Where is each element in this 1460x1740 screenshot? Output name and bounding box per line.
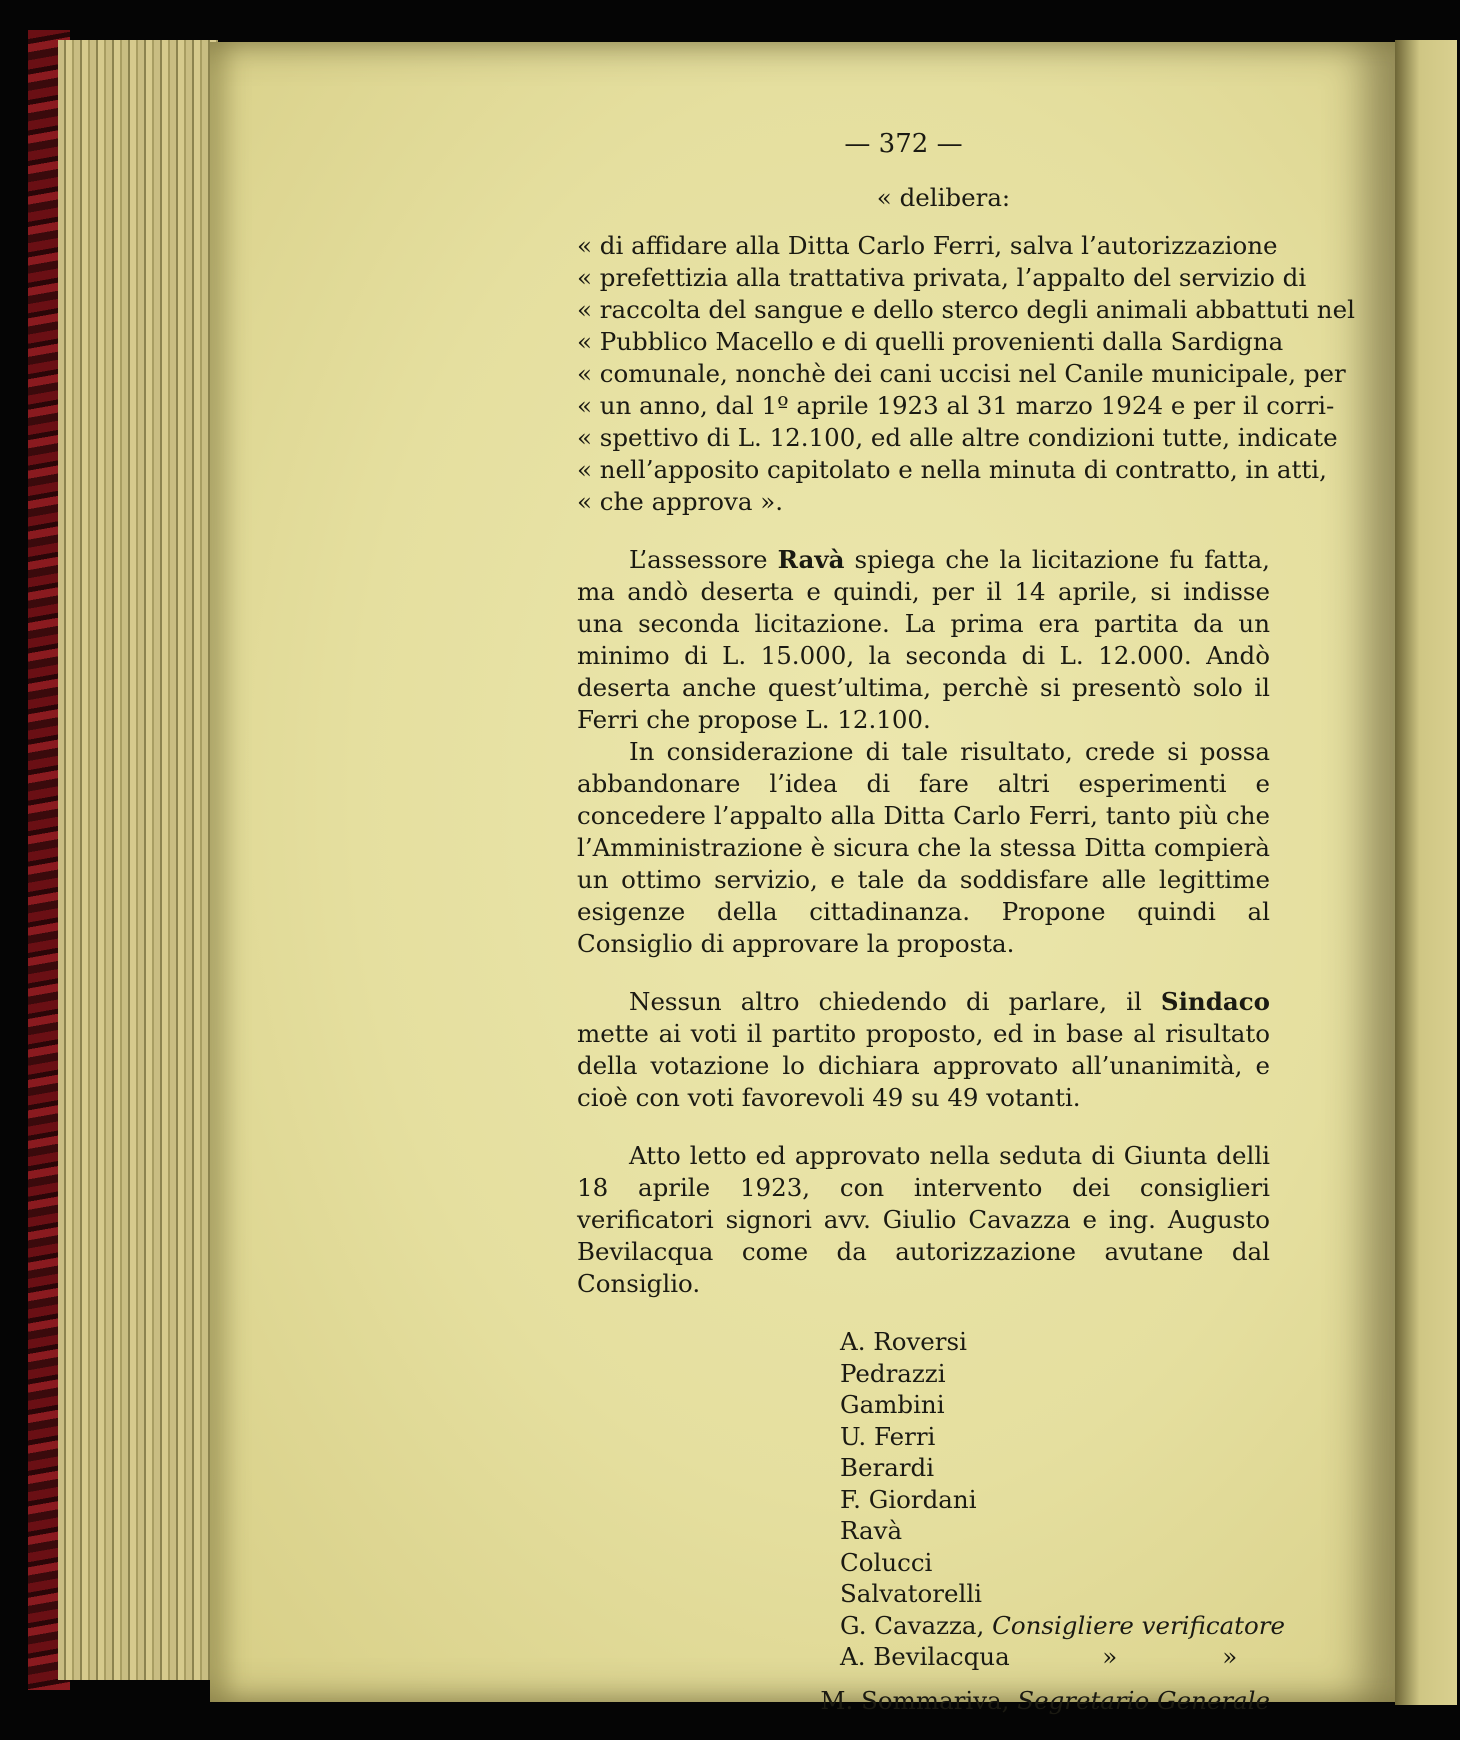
mayor-label: Sindaco (1160, 987, 1270, 1016)
signature: U. Ferri (840, 1421, 936, 1451)
signature-list (840, 1326, 1285, 1673)
signature: F. Giordani (840, 1484, 977, 1514)
paragraph-consideration: In considerazione di tale risultato, crede si possa abbandonare l’idea di fare altri esperimenti e concedere l’appalto alla Ditta Carlo Ferri, tanto più che l’Amministrazione è sicura che la stessa Ditta compierà un ottimo servizio, e tale da soddisfare alle legittime esigenze della cittadinanza. Propone quindi al Consiglio di approvare la proposta. (577, 737, 1270, 958)
signature: Colucci (840, 1547, 933, 1577)
resolution-line: « prefettizia alla trattativa privata, l’appalto del servizio di (577, 263, 1307, 292)
resolution-line: « spettivo di L. 12.100, ed alle altre condizioni tutte, indicate (577, 423, 1338, 452)
verifier-role: Consigliere verificatore (992, 1610, 1285, 1640)
signature: Salvatorelli (840, 1579, 982, 1608)
verifier-signature: G. Cavazza, Consigliere verificatore (840, 1610, 1285, 1640)
secretary-signature: M. Sommariva, Segretario Generale (820, 1685, 1270, 1715)
facing-page-edge (1395, 40, 1457, 1705)
resolution-line: « comunale, nonchè dei cani uccisi nel Canile municipale, per (577, 359, 1346, 388)
signature: Ravà (840, 1516, 903, 1545)
resolution-line: « di affidare alla Ditta Carlo Ferri, salva l’autorizzazione (577, 231, 1278, 260)
signature: Pedrazzi (840, 1358, 946, 1388)
resolution-heading: « delibera: (876, 183, 1011, 212)
resolution-line: « che approva ». (577, 487, 784, 516)
signature: A. Roversi (840, 1327, 967, 1356)
ditto-mark: » (1102, 1642, 1118, 1671)
resolution-line: « Pubblico Macello e di quelli provenienti dalla Sardigna (577, 327, 1284, 356)
paragraph-vote: Nessun altro chiedendo di parlare, il Sindaco mette ai voti il partito proposto, ed in base al risultato della votazione lo dichiara approvato all’unanimità, e cioè con voti favorevoli 49 su 49 votanti. (577, 987, 1270, 1112)
resolution-text (577, 230, 1355, 518)
paragraph-rava: L’assessore Ravà spiega che la licitazione fu fatta, ma andò deserta e quindi, per il 14 aprile, si indisse una seconda licitazione. La prima era partita da un minimo di L. 15.000, la seconda di L. 12.000. Andò deserta anche quest’ultima, perchè si presentò solo il Ferri che propose L. 12.100. (577, 545, 1270, 734)
page-text (577, 128, 1355, 1717)
signature: Gambini (840, 1390, 945, 1419)
resolution-line: « raccolta del sangue e dello sterco degli animali abbattuti nel (577, 295, 1355, 324)
page-stack-edge (58, 40, 218, 1680)
resolution-line: « un anno, dal 1º aprile 1923 al 31 marzo 1924 e per il corri- (577, 391, 1335, 420)
verifier-signature: A. Bevilacqua » » (840, 1641, 1270, 1673)
signature: Berardi (840, 1453, 935, 1482)
ditto-mark: » (1222, 1642, 1238, 1671)
paragraph-approval: Atto letto ed approvato nella seduta di Giunta delli 18 aprile 1923, con intervento dei consiglieri verificatori signori avv. Giulio Cavazza e ing. Augusto Bevilacqua come da autorizzazione avutane dal Consiglio. (577, 1141, 1270, 1298)
secretary-role: Segretario Generale (1017, 1685, 1270, 1715)
speaker-name: Ravà (777, 545, 845, 574)
page-number: — 372 — (844, 129, 963, 159)
resolution-line: « nell’apposito capitolato e nella minuta di contratto, in atti, (577, 455, 1327, 484)
